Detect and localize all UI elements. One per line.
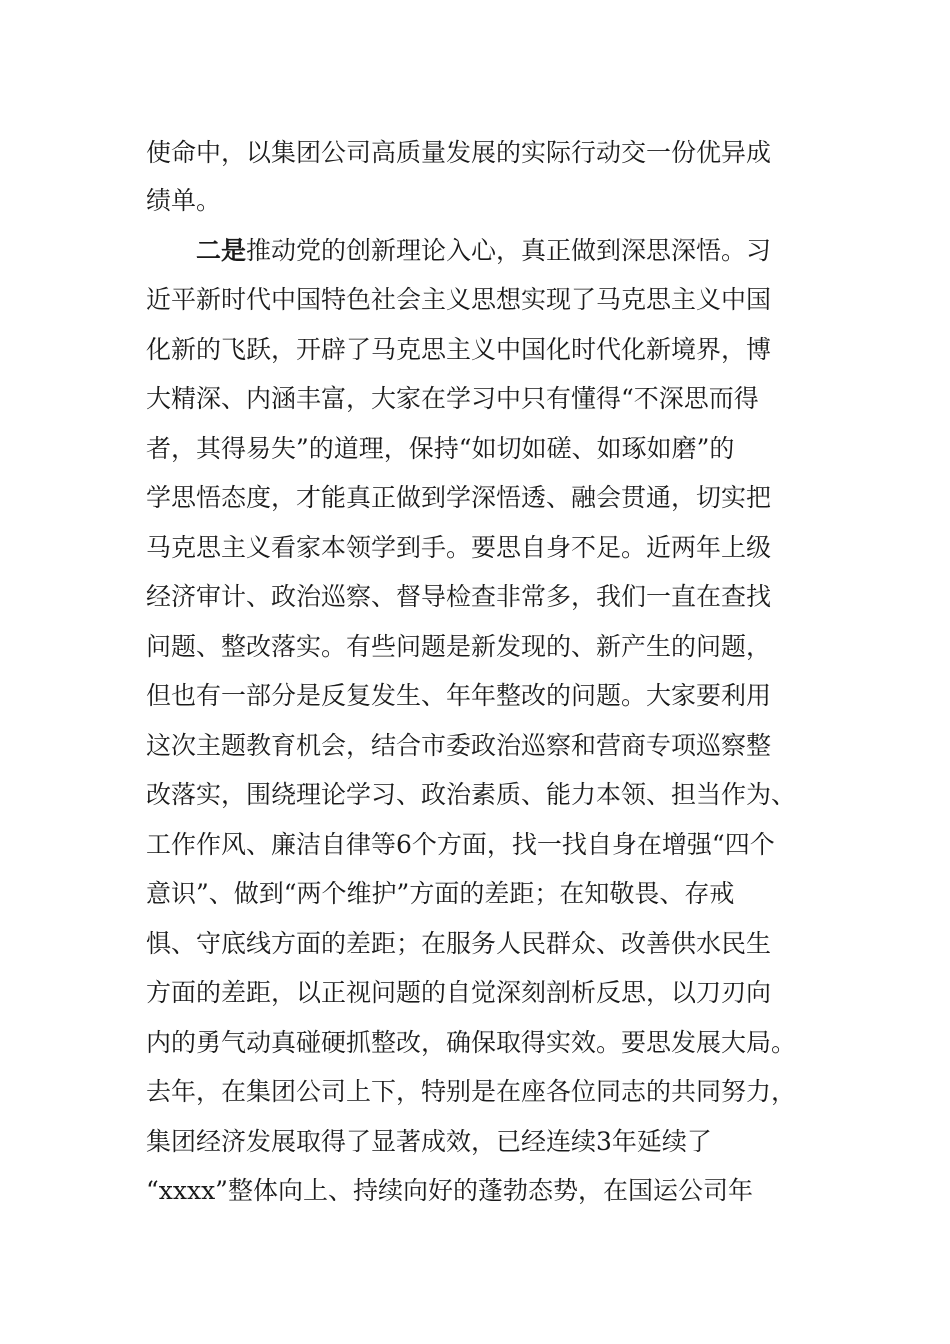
text-line-3 (196, 236, 771, 266)
text-line-21: 集团经济发展取得了显著成效，已经连续3年延续了 (146, 1127, 712, 1156)
text-line-22: “xxxx”整体向上、持续向好的蓬勃态势，在国运公司年 (146, 1176, 753, 1205)
text-line-1: 使命中，以集团公司高质量发展的实际行动交一份优异成 (146, 138, 772, 167)
text-line-20: 去年，在集团公司上下，特别是在座各位同志的共同努力， (146, 1077, 797, 1106)
text-line-5: 化新的飞跃，开辟了马克思主义中国化时代化新境界，博 (146, 335, 772, 364)
text-line-19: 内的勇气动真碰硬抓整改，确保取得实效。要思发展大局。 (146, 1028, 797, 1057)
text-line-8: 学思悟态度，才能真正做到学深悟透、融会贯通，切实把 (146, 483, 772, 512)
text-line-4: 近平新时代中国特色社会主义思想实现了马克思主义中国 (146, 285, 772, 314)
text-line-18: 方面的差距，以正视问题的自觉深刻剖析反思，以刀刃向 (146, 978, 772, 1007)
text-line-6: 大精深、内涵丰富，大家在学习中只有懂得“不深思而得 (146, 384, 759, 413)
text-line-10: 经济审计、政治巡察、督导检查非常多，我们一直在查找 (146, 582, 772, 611)
text-line-7: 者，其得易失”的道理，保持“如切如磋、如琢如磨”的 (146, 434, 735, 463)
text-line-11: 问题、整改落实。有些问题是新发现的、新产生的问题， (146, 632, 772, 661)
text-line-2: 绩单。 (146, 186, 222, 215)
paragraph-heading: 二是 (196, 236, 247, 265)
text-line-17: 惧、守底线方面的差距；在服务人民群众、改善供水民生 (146, 929, 772, 958)
text-line-16: 意识”、做到“两个维护”方面的差距；在知敬畏、存戒 (146, 879, 735, 908)
text-line-3-body: 推动党的创新理论入心，真正做到深思深悟。习 (246, 236, 772, 265)
text-line-14: 改落实，围绕理论学习、政治素质、能力本领、担当作为、 (146, 780, 797, 809)
text-line-12: 但也有一部分是反复发生、年年整改的问题。大家要利用 (146, 681, 772, 710)
text-line-9: 马克思主义看家本领学到手。要思自身不足。近两年上级 (146, 533, 772, 562)
text-line-13: 这次主题教育机会，结合市委政治巡察和营商专项巡察整 (146, 731, 772, 760)
text-line-15: 工作作风、廉洁自律等6个方面，找一找自身在增强“四个 (146, 830, 775, 859)
